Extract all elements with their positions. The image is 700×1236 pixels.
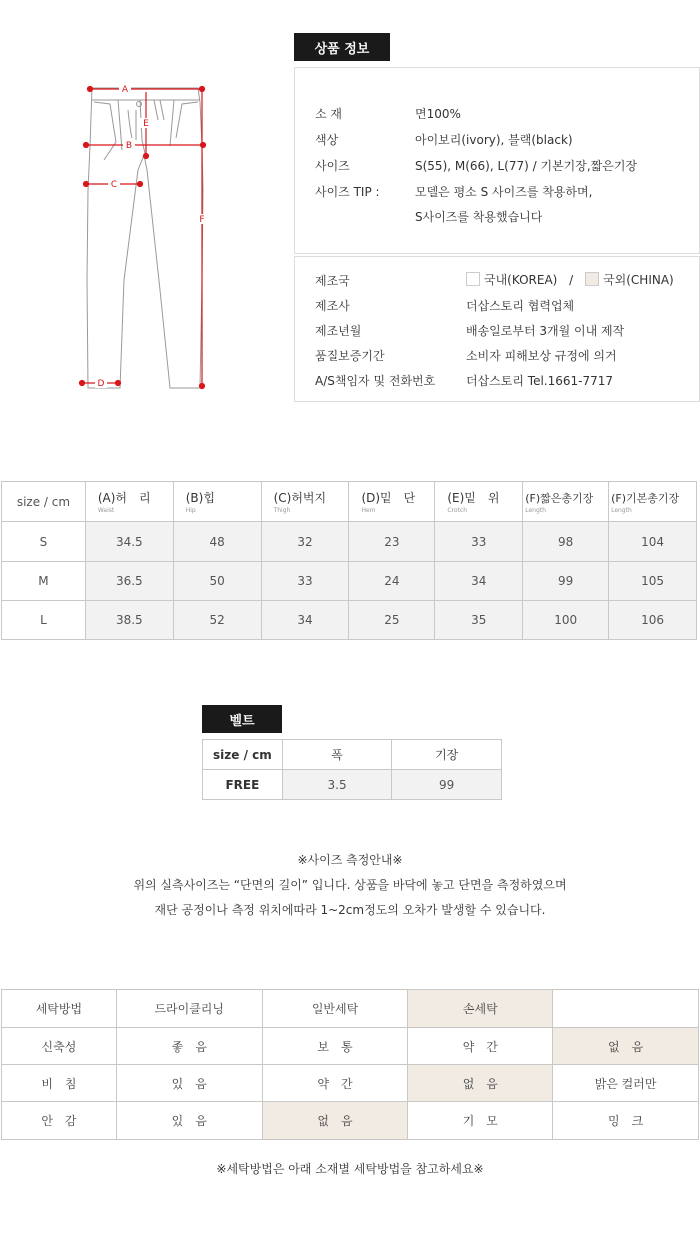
- cell: 99: [523, 562, 609, 601]
- row-size: M: [2, 562, 86, 601]
- cell: 36.5: [85, 562, 173, 601]
- measure-note-line2: 재단 공정이나 측정 위치에따라 1~2cm정도의 오차가 발생할 수 있습니다.: [154, 903, 546, 917]
- measure-note-line1: 위의 실측사이즈는 “단면의 길이” 입니다. 상품을 바닥에 놓고 단면을 측정하였으며: [133, 878, 567, 892]
- care-row: [2, 990, 699, 1028]
- origin-separator: /: [569, 273, 574, 287]
- col-label: (C)허벅지: [273, 491, 327, 505]
- care-cell: 있 음: [116, 1065, 262, 1102]
- info-value-material: 면100%: [415, 107, 461, 121]
- col-sub: Length: [525, 506, 546, 514]
- cell: 98: [523, 522, 609, 562]
- info-label-color: 색상: [315, 133, 339, 147]
- info-value-tip-2: S사이즈를 착용했습니다: [415, 210, 543, 224]
- cell: 34: [435, 562, 523, 601]
- maker-value: 더삽스토리 협력업체: [466, 299, 575, 313]
- belt-width-value: 3.5: [282, 770, 392, 800]
- product-info-box: [294, 67, 700, 254]
- care-table: [1, 989, 699, 1140]
- care-row: [2, 1102, 699, 1140]
- cell: 33: [261, 562, 349, 601]
- cell: 32: [261, 522, 349, 562]
- cell: 25: [349, 601, 435, 640]
- size-table: [1, 481, 697, 640]
- cell: 48: [173, 522, 261, 562]
- as-value: 더삽스토리 Tel.1661-7717: [466, 374, 614, 388]
- belt-col-length: 기장: [392, 740, 502, 770]
- belt-row-label: FREE: [203, 770, 283, 800]
- belt-corner: size / cm: [203, 740, 283, 770]
- label-a: A: [121, 85, 129, 95]
- col-header: [261, 482, 349, 522]
- row-size: L: [2, 601, 86, 640]
- maker-info-box: [294, 256, 700, 402]
- care-cell: 손세탁: [408, 990, 553, 1028]
- cell: 23: [349, 522, 435, 562]
- care-cell: 일반세탁: [262, 990, 408, 1028]
- origin-label: 제조국: [315, 274, 350, 288]
- care-cell: 없 음: [553, 1028, 699, 1065]
- col-label: (A)허 리: [97, 491, 151, 505]
- pants-illustration: [70, 80, 220, 400]
- measure-note-title: ※사이즈 측정안내※: [297, 853, 403, 867]
- belt-title: 벨트: [202, 705, 282, 733]
- col-label: (D)밑 단: [361, 491, 416, 505]
- label-c: C: [110, 180, 118, 190]
- care-cell: 밍 크: [553, 1102, 699, 1140]
- col-header: [349, 482, 435, 522]
- product-info-title: 상품 정보: [294, 33, 390, 61]
- col-label: (E)밑 위: [447, 491, 500, 505]
- care-cell: 좋 음: [116, 1028, 262, 1065]
- care-cell: 세탁방법: [2, 990, 117, 1028]
- origin-korea: 국내(KOREA): [484, 273, 558, 287]
- care-cell: [553, 990, 699, 1028]
- label-f: F: [199, 215, 205, 225]
- row-size: S: [2, 522, 86, 562]
- care-cell: 안 감: [2, 1102, 117, 1140]
- date-value: 배송일로부터 3개월 이내 제작: [466, 324, 625, 338]
- cell: 38.5: [85, 601, 173, 640]
- belt-table: [202, 739, 502, 800]
- korea-checkbox: [466, 272, 480, 286]
- table-row: [2, 601, 697, 640]
- cell: 24: [349, 562, 435, 601]
- cell: 104: [609, 522, 697, 562]
- care-cell: 비 침: [2, 1065, 117, 1102]
- size-table-header: [2, 482, 697, 522]
- belt-row: [203, 770, 502, 800]
- col-label: (F)짧은총기장: [525, 491, 594, 505]
- info-value-size: S(55), M(66), L(77) / 기본기장,짧은기장: [415, 159, 638, 173]
- care-row: [2, 1028, 699, 1065]
- care-cell: 없 음: [408, 1065, 553, 1102]
- care-cell: 밝은 컬러만: [553, 1065, 699, 1102]
- table-row: [2, 522, 697, 562]
- col-header: [435, 482, 523, 522]
- care-cell: 약 간: [408, 1028, 553, 1065]
- cell: 52: [173, 601, 261, 640]
- label-d: D: [97, 379, 105, 389]
- origin-china: 국외(CHINA): [603, 273, 674, 287]
- cell: 50: [173, 562, 261, 601]
- col-header: [85, 482, 173, 522]
- china-checkbox: [585, 272, 599, 286]
- belt-header-row: [203, 740, 502, 770]
- care-row: [2, 1065, 699, 1102]
- col-sub: Crotch: [447, 507, 467, 514]
- cell: 106: [609, 601, 697, 640]
- care-cell: 신축성: [2, 1028, 117, 1065]
- info-label-material: 소 재: [315, 107, 342, 121]
- maker-label: 제조사: [315, 299, 350, 313]
- col-header: [523, 482, 609, 522]
- col-header: [173, 482, 261, 522]
- as-label: A/S책임자 및 전화번호: [315, 374, 436, 388]
- info-label-size: 사이즈: [315, 159, 350, 173]
- size-corner: size / cm: [2, 482, 86, 522]
- cell: 100: [523, 601, 609, 640]
- care-cell: 없 음: [262, 1102, 408, 1140]
- cell: 34: [261, 601, 349, 640]
- care-cell: 약 간: [262, 1065, 408, 1102]
- label-e: E: [143, 119, 149, 129]
- cell: 35: [435, 601, 523, 640]
- col-sub: Length: [611, 506, 632, 514]
- col-sub: Waist: [97, 507, 115, 514]
- info-value-tip: 모델은 평소 S 사이즈를 착용하며,: [415, 185, 593, 199]
- care-cell: 있 음: [116, 1102, 262, 1140]
- care-cell: 기 모: [408, 1102, 553, 1140]
- warranty-value: 소비자 피해보상 규정에 의거: [466, 349, 617, 363]
- col-sub: Hip: [185, 507, 196, 514]
- care-footer-note: ※세탁방법은 아래 소재별 세탁방법을 참고하세요※: [216, 1162, 484, 1176]
- table-row: [2, 562, 697, 601]
- cell: 33: [435, 522, 523, 562]
- info-label-tip: 사이즈 TIP :: [315, 185, 380, 199]
- col-label: (F)기본총기장: [611, 491, 680, 505]
- date-label: 제조년월: [315, 324, 362, 338]
- info-value-color: 아이보리(ivory), 블랙(black): [415, 133, 573, 147]
- care-cell: 드라이클리닝: [116, 990, 262, 1028]
- cell: 105: [609, 562, 697, 601]
- col-header: [609, 482, 697, 522]
- col-sub: Hem: [361, 507, 376, 514]
- col-label: (B)힙: [185, 491, 215, 505]
- belt-col-width: 폭: [282, 740, 392, 770]
- col-sub: Thigh: [273, 507, 291, 514]
- cell: 34.5: [85, 522, 173, 562]
- origin-options: [466, 271, 674, 288]
- belt-length-value: 99: [392, 770, 502, 800]
- warranty-label: 품질보증기간: [315, 349, 385, 363]
- label-b: B: [125, 141, 133, 151]
- pants-diagram: [70, 80, 220, 400]
- care-cell: 보 통: [262, 1028, 408, 1065]
